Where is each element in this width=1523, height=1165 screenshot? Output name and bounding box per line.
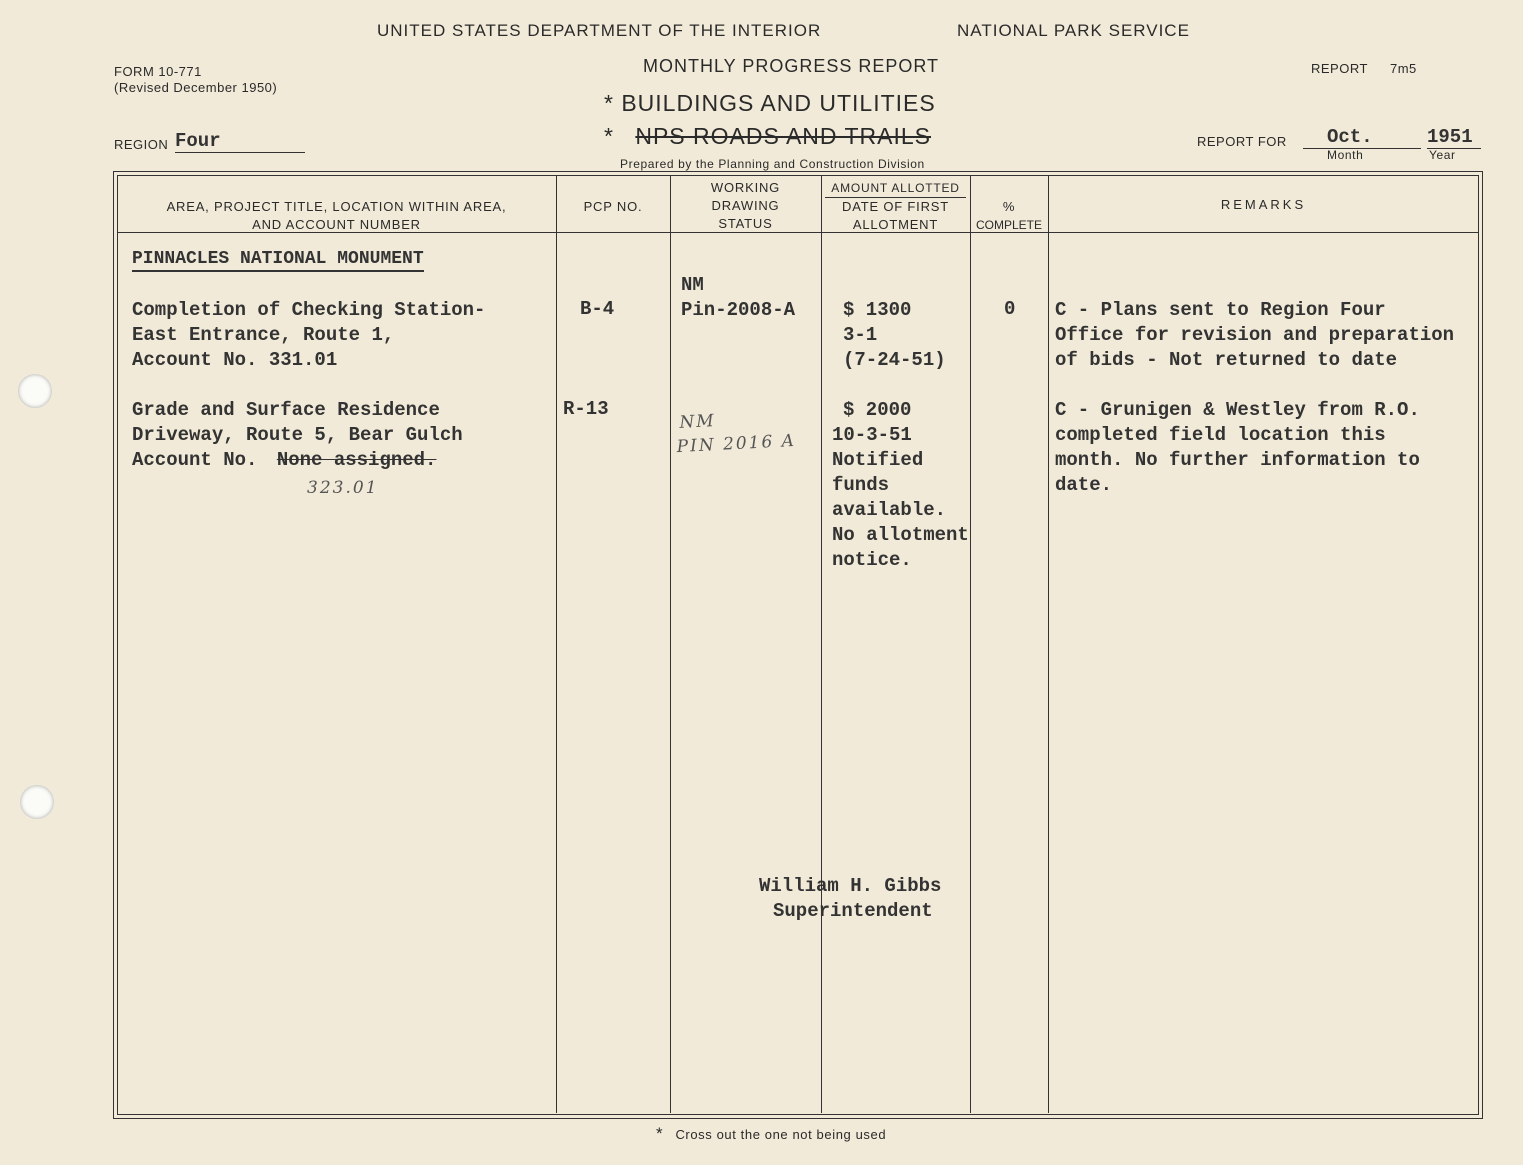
form-revision: (Revised December 1950) xyxy=(114,80,278,95)
project-2-account-handwritten: 323.01 xyxy=(307,478,379,498)
region-label: REGION xyxy=(114,137,169,152)
project-1-remarks-line2: Office for revision and preparation xyxy=(1055,324,1455,346)
month-label: Month xyxy=(1327,148,1364,162)
binder-hole-top xyxy=(18,374,52,408)
service-name: NATIONAL PARK SERVICE xyxy=(957,21,1190,40)
project-2-amount-line6: No allotment xyxy=(832,524,969,546)
project-1-remarks xyxy=(1055,298,1454,373)
project-2-remarks-line3: month. No further information to xyxy=(1055,449,1420,471)
project-2-amount-line5: available. xyxy=(832,499,947,521)
prepared-by: Prepared by the Planning and Construction Division xyxy=(620,157,925,171)
col-header-drawing-line1: WORKING xyxy=(710,180,781,195)
footer-star: * xyxy=(656,1124,664,1143)
project-1-amount-line3: (7-24-51) xyxy=(843,349,946,371)
footer-note xyxy=(656,1124,886,1144)
col-header-pcp: PCP NO. xyxy=(583,199,643,214)
col-header-area-line1: AREA, PROJECT TITLE, LOCATION WITHIN AREA, xyxy=(166,199,507,214)
project-2-amount-line7: notice. xyxy=(832,549,912,571)
col-header-amount-line1: AMOUNT ALLOTTED xyxy=(825,179,966,198)
project-1-pcp: B-4 xyxy=(580,298,615,320)
col-header-drawing-line3: STATUS xyxy=(718,216,773,231)
project-2-account-prefix: Account No. xyxy=(132,449,258,471)
project-2-remarks-line2: completed field location this xyxy=(1055,424,1386,446)
report-title: MONTHLY PROGRESS REPORT xyxy=(643,56,940,76)
project-2-title xyxy=(132,398,463,473)
project-2-account-struck: None assigned. xyxy=(276,449,437,471)
col-header-remarks: REMARKS xyxy=(1220,197,1307,212)
project-2-title-line2: Driveway, Route 5, Bear Gulch xyxy=(132,424,463,446)
col-header-area-line2: AND ACCOUNT NUMBER xyxy=(252,217,421,232)
roads-struck-text: NPS ROADS AND TRAILS xyxy=(635,123,931,149)
project-2-remarks-line4: date. xyxy=(1055,474,1113,496)
roads-star: * xyxy=(604,123,614,149)
project-1-remarks-line1: C - Plans sent to Region Four xyxy=(1055,299,1386,321)
project-1-drawing-line2: Pin-2008-A xyxy=(681,299,796,321)
col-header-amount-line3: ALLOTMENT xyxy=(852,217,939,232)
project-2-title-line1: Grade and Surface Residence xyxy=(132,399,440,421)
park-name: PINNACLES NATIONAL MONUMENT xyxy=(132,249,424,272)
divider-drawing-amount xyxy=(821,175,822,1113)
project-2-pcp: R-13 xyxy=(563,398,609,420)
project-2-remarks xyxy=(1055,398,1420,498)
col-header-area xyxy=(117,198,556,234)
option-buildings-utilities: * BUILDINGS AND UTILITIES xyxy=(604,90,936,116)
project-1-amount-line1: $ 1300 xyxy=(843,299,912,321)
project-1-title-line3: Account No. 331.01 xyxy=(132,349,338,371)
region-value: Four xyxy=(175,130,305,153)
project-1-title xyxy=(132,298,485,373)
col-header-complete-line1: % xyxy=(1002,199,1016,214)
col-header-amount-line2: DATE OF FIRST xyxy=(842,199,949,214)
col-header-amount xyxy=(821,179,970,234)
year-label: Year xyxy=(1429,148,1456,162)
project-2-drawing xyxy=(675,405,797,459)
divider-area-pcp xyxy=(556,175,557,1113)
col-header-drawing xyxy=(670,179,821,233)
project-1-title-line2: East Entrance, Route 1, xyxy=(132,324,395,346)
project-2-amount-line3: Notified xyxy=(832,449,924,471)
col-header-complete-line2: COMPLETE xyxy=(975,218,1042,232)
project-1-percent: 0 xyxy=(1004,298,1016,320)
project-2-drawing-line2: PIN 2016 A xyxy=(676,430,797,458)
col-header-drawing-line2: DRAWING xyxy=(711,198,780,213)
report-label: REPORT xyxy=(1311,61,1368,76)
project-1-remarks-line3: of bids - Not returned to date xyxy=(1055,349,1398,371)
department-name: UNITED STATES DEPARTMENT OF THE INTERIOR xyxy=(377,21,822,40)
project-1-amount xyxy=(843,298,946,373)
divider-pcp-drawing xyxy=(670,175,671,1113)
report-code: 7m5 xyxy=(1390,61,1417,76)
year-value: 1951 xyxy=(1427,126,1481,149)
divider-complete-remarks xyxy=(1048,175,1049,1113)
footer-note-text: Cross out the one not being used xyxy=(675,1127,887,1142)
project-1-title-line1: Completion of Checking Station- xyxy=(132,299,486,321)
project-2-amount-line2: 10-3-51 xyxy=(832,424,912,446)
form-number: FORM 10-771 xyxy=(114,64,202,79)
project-2-amount-line1: $ 2000 xyxy=(843,399,912,421)
signature-title: Superintendent xyxy=(773,900,933,922)
project-2-amount-line4: funds xyxy=(832,474,890,496)
project-2-drawing-line1: NM xyxy=(678,411,717,433)
project-1-amount-line2: 3-1 xyxy=(843,324,878,346)
project-2-account-line xyxy=(132,448,463,473)
project-1-drawing-line1: NM xyxy=(681,274,704,296)
project-2-amount xyxy=(832,398,969,573)
signature-block xyxy=(759,874,941,924)
divider-amount-complete xyxy=(970,175,971,1113)
binder-hole-bottom xyxy=(20,785,54,819)
report-for-label: REPORT FOR xyxy=(1197,134,1287,149)
project-2-remarks-line1: C - Grunigen & Westley from R.O. xyxy=(1055,399,1420,421)
month-value: Oct. xyxy=(1303,126,1421,149)
option-roads-trails xyxy=(604,123,931,150)
col-header-complete xyxy=(970,198,1048,234)
signature-name: William H. Gibbs xyxy=(759,875,942,897)
project-1-drawing xyxy=(681,273,795,323)
